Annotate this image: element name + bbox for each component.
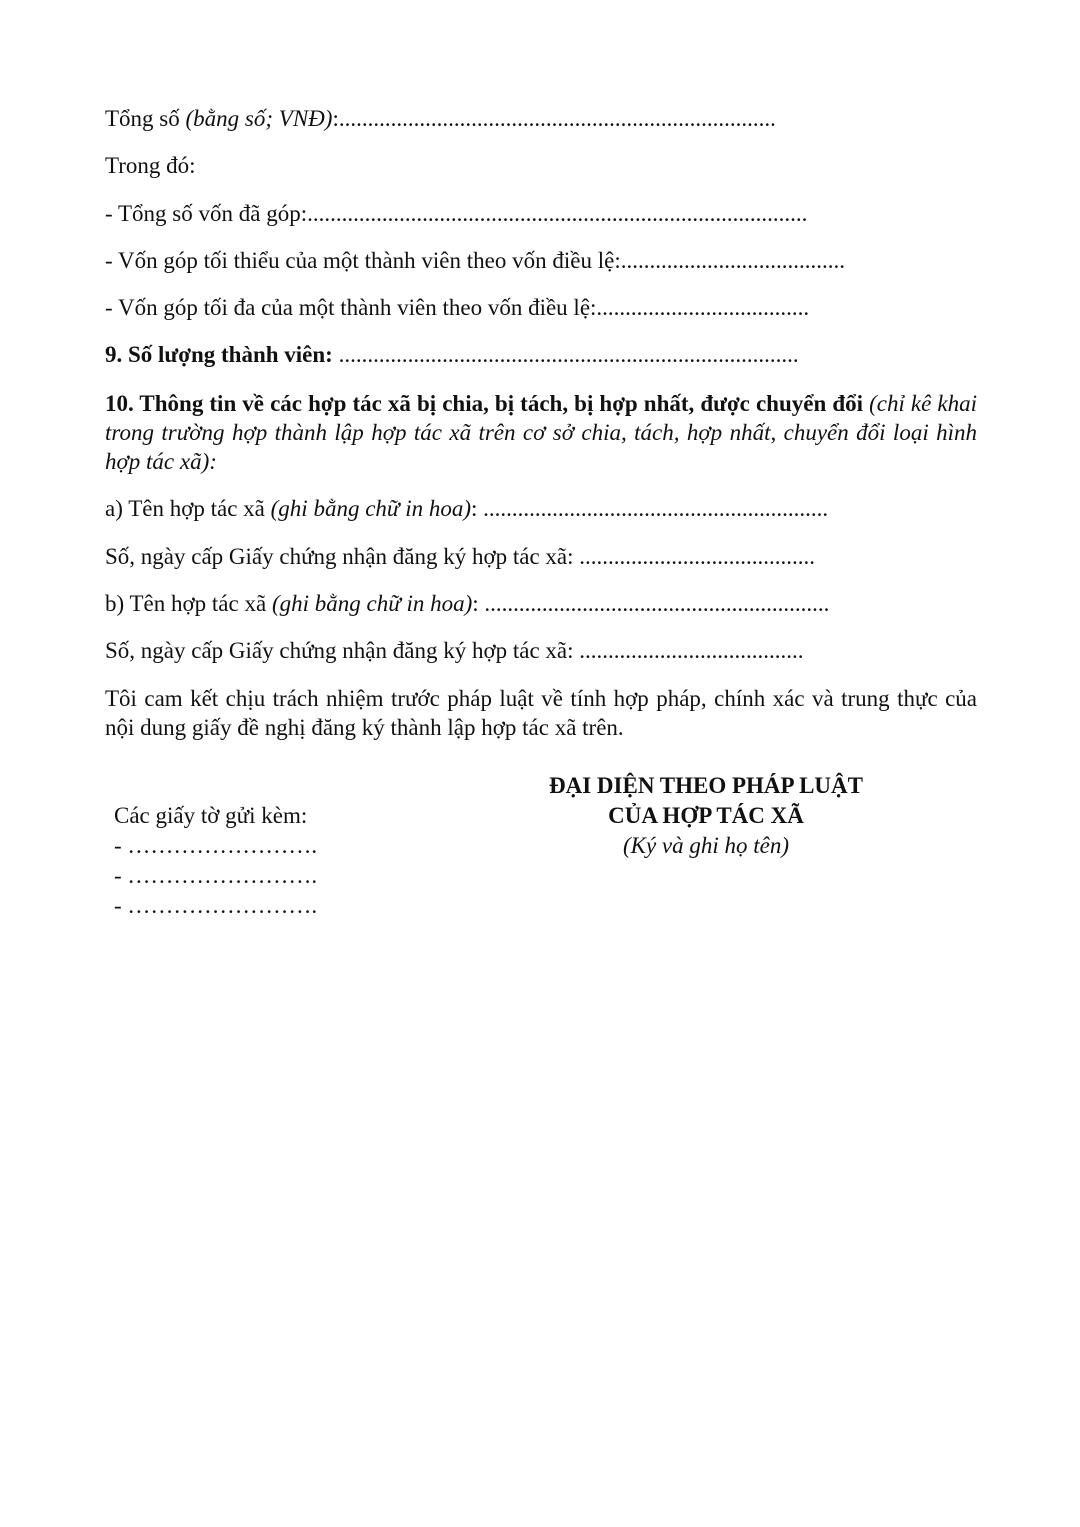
contributed-capital-line: - Tổng số vốn đã góp:....................................................................................... bbox=[105, 201, 808, 226]
attachment-item: - ……………………. bbox=[114, 863, 318, 888]
section-10-title: 10. Thông tin về các hợp tác xã bị chia, bị tách, bị hợp nhất, được chuyển đổi bbox=[105, 391, 864, 416]
signature-title-line-1: ĐẠI DIỆN THEO PHÁP LUẬT bbox=[549, 773, 863, 798]
coop-b-cert-line: Số, ngày cấp Giấy chứng nhận đăng ký hợp tác xã: ....................................... bbox=[105, 638, 804, 663]
section-10-note: (chỉ kê khai trong trường hợp thành lập hợp tác xã trên cơ sở chia, tách, hợp nhất, chuyển đổi loại hình hợp tác xã): bbox=[105, 391, 977, 474]
signature-block bbox=[500, 771, 912, 861]
coop-b-name-note: (ghi bằng chữ in hoa) bbox=[271, 591, 473, 616]
total-capital-line bbox=[105, 105, 776, 133]
attachments-title: Các giấy tờ gửi kèm: bbox=[114, 803, 308, 828]
total-capital-note: (bằng số; VNĐ) bbox=[185, 106, 333, 131]
total-capital-dots: :............................................................................ bbox=[332, 106, 776, 131]
attachments-block bbox=[114, 801, 317, 921]
section-9-dots: ................................................................................ bbox=[332, 342, 799, 367]
coop-a-name-label: a) Tên hợp tác xã bbox=[105, 496, 271, 521]
coop-a-name-note: (ghi bằng chữ in hoa) bbox=[270, 496, 471, 521]
coop-b-name-line bbox=[105, 590, 829, 618]
among-label: Trong đó: bbox=[105, 153, 196, 178]
section-9-label: 9. Số lượng thành viên: bbox=[105, 342, 333, 367]
section-10-heading bbox=[105, 389, 977, 476]
signature-title-line-2: CỦA HỢP TÁC XÃ bbox=[608, 803, 804, 828]
commitment-paragraph: Tôi cam kết chịu trách nhiệm trước pháp luật về tính hợp pháp, chính xác và trung thực của nội dung giấy đề nghị đăng ký thành lập hợp tác xã trên. bbox=[105, 686, 977, 740]
coop-b-name-dots: : ............................................................ bbox=[472, 591, 830, 616]
coop-b-name-label: b) Tên hợp tác xã bbox=[105, 591, 272, 616]
section-9-line bbox=[105, 341, 799, 369]
coop-a-name-line bbox=[105, 495, 828, 523]
attachment-item: - ……………………. bbox=[114, 893, 318, 918]
min-contribution-line: - Vốn góp tối thiểu của một thành viên theo vốn điều lệ:....................................... bbox=[105, 248, 845, 273]
attachment-item: - ……………………. bbox=[114, 833, 318, 858]
coop-a-cert-line: Số, ngày cấp Giấy chứng nhận đăng ký hợp tác xã: ......................................... bbox=[105, 544, 816, 569]
max-contribution-line: - Vốn góp tối đa của một thành viên theo vốn điều lệ:..................................... bbox=[105, 295, 810, 320]
total-capital-prefix: Tổng số bbox=[105, 106, 186, 131]
coop-a-name-dots: : ............................................................ bbox=[471, 496, 829, 521]
signature-note: (Ký và ghi họ tên) bbox=[622, 833, 790, 858]
